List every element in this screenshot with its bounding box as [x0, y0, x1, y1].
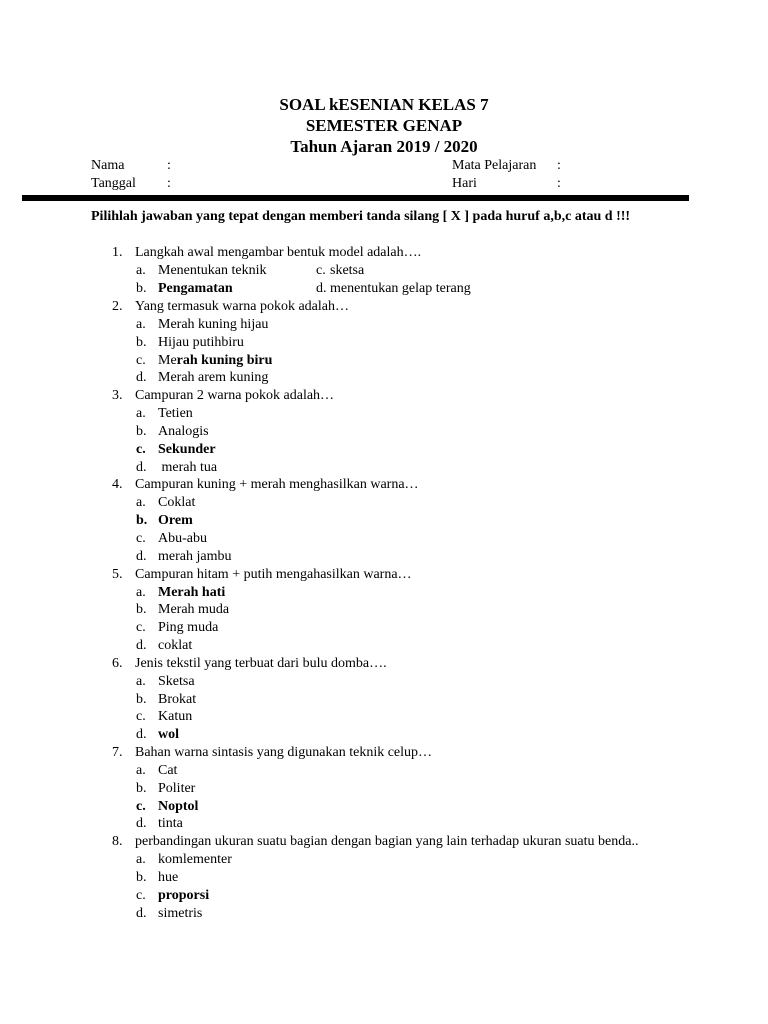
option-letter: b. — [136, 602, 147, 618]
nama-colon: : — [167, 158, 171, 173]
question-text: Bahan warna sintasis yang digunakan teknik celup… — [135, 744, 433, 760]
question-8 — [0, 833, 768, 851]
option-d — [0, 459, 768, 477]
question-2 — [0, 298, 768, 316]
option-text — [158, 352, 272, 370]
option-letter: a. — [136, 584, 146, 600]
option-text: hue — [158, 869, 179, 885]
title-line-2: SEMESTER GENAP — [305, 116, 463, 135]
option-a — [0, 494, 768, 512]
option-text: Politer — [158, 780, 196, 796]
option-text: Orem — [158, 513, 193, 529]
option-letter: a. — [136, 495, 146, 511]
option-letter: d. — [136, 816, 147, 832]
hari-colon: : — [557, 176, 561, 191]
option-b — [0, 869, 768, 887]
option-letter: c. — [136, 709, 146, 725]
option-a — [0, 762, 768, 780]
option-a — [0, 584, 768, 602]
option-text: Tetien — [158, 406, 193, 422]
option-letter: c. — [136, 798, 146, 814]
option-a — [0, 316, 768, 334]
option-letter: c. — [136, 530, 146, 546]
question-text: Campuran kuning + merah menghasilkan warna… — [135, 477, 419, 493]
option-text: Pengamatan — [158, 281, 233, 296]
option-text: merah tua — [158, 459, 218, 475]
option-letter: a. — [136, 406, 146, 422]
option-c — [0, 708, 768, 726]
question-number: 3. — [112, 388, 123, 404]
option-letter: b. — [136, 691, 147, 707]
option-b — [0, 512, 768, 530]
option-letter: c. — [136, 352, 146, 368]
option-row — [0, 262, 768, 280]
option-text: Analogis — [158, 423, 209, 439]
option-text: Cat — [158, 762, 178, 778]
option-text: Menentukan teknik — [158, 263, 267, 278]
instruction-text: Pilihlah jawaban yang tepat dengan memberi tanda silang [ X ] pada huruf a,b,c atau d !!! — [91, 209, 631, 224]
option-text: Abu-abu — [158, 530, 207, 546]
question-3 — [0, 387, 768, 405]
option-letter: c. — [136, 887, 146, 903]
question-number: 8. — [112, 834, 123, 850]
option-b — [0, 601, 768, 619]
option-text: Sekunder — [158, 441, 216, 457]
option-c — [0, 530, 768, 548]
option-letter: a. — [136, 673, 146, 689]
option-d — [0, 726, 768, 744]
question-number: 1. — [112, 245, 123, 260]
option-letter: a. — [136, 852, 146, 868]
nama-label: Nama — [91, 158, 125, 173]
option-text: tinta — [158, 816, 183, 832]
option-text-plain: Me — [158, 352, 177, 368]
option-text: Hijau putihbiru — [158, 334, 244, 350]
question-list — [0, 244, 768, 922]
question-number: 5. — [112, 566, 123, 582]
option-text: Noptol — [158, 798, 199, 814]
option-letter: b. — [136, 869, 147, 885]
option-letter: d. — [316, 281, 327, 296]
option-letter: c. — [316, 263, 326, 278]
option-text-bold: rah kuning biru — [176, 352, 273, 368]
option-letter: b. — [136, 423, 147, 439]
option-letter: b. — [136, 281, 147, 296]
question-text: Yang termasuk warna pokok adalah… — [135, 299, 349, 314]
option-letter: c. — [136, 620, 146, 636]
header-divider — [22, 195, 689, 201]
option-letter: c. — [136, 441, 146, 457]
option-a — [0, 851, 768, 869]
option-letter: d. — [136, 637, 147, 653]
option-c — [0, 352, 768, 370]
option-letter: b. — [136, 780, 147, 796]
option-text: menentukan gelap terang — [330, 281, 471, 296]
option-b — [0, 423, 768, 441]
question-number: 2. — [112, 299, 123, 314]
option-text: komlementer — [158, 852, 232, 868]
option-letter: d. — [136, 548, 147, 564]
option-letter: d. — [136, 727, 147, 743]
option-c — [0, 441, 768, 459]
option-d — [0, 548, 768, 566]
option-text: merah jambu — [158, 548, 232, 564]
option-c — [0, 619, 768, 637]
tanggal-colon: : — [167, 176, 171, 191]
option-text: coklat — [158, 637, 193, 653]
option-letter: d. — [136, 370, 147, 386]
option-text: Merah muda — [158, 602, 230, 618]
option-d — [0, 905, 768, 923]
question-number: 7. — [112, 744, 123, 760]
option-d — [0, 815, 768, 833]
option-letter: b. — [136, 513, 148, 529]
option-text: simetris — [158, 905, 203, 921]
option-letter: a. — [136, 317, 146, 332]
option-c — [0, 262, 768, 280]
option-d — [0, 637, 768, 655]
tanggal-label: Tanggal — [91, 176, 136, 191]
option-c — [0, 887, 768, 905]
option-text: Sketsa — [158, 673, 195, 689]
option-row — [0, 280, 768, 298]
option-letter: d. — [136, 459, 147, 475]
option-text: Coklat — [158, 495, 196, 511]
mata-pelajaran-label: Mata Pelajaran — [452, 158, 537, 173]
question-number: 6. — [112, 655, 123, 671]
question-text: Campuran 2 warna pokok adalah… — [135, 388, 335, 404]
option-text: sketsa — [330, 263, 365, 278]
option-a — [0, 405, 768, 423]
mata-pelajaran-colon: : — [557, 158, 561, 173]
option-text: wol — [158, 727, 179, 743]
option-text: Merah kuning hijau — [158, 317, 269, 332]
hari-label: Hari — [452, 176, 477, 191]
option-letter: d. — [136, 905, 147, 921]
question-6 — [0, 655, 768, 673]
option-text: Merah arem kuning — [158, 370, 269, 386]
option-letter: b. — [136, 334, 147, 350]
question-text: perbandingan ukuran suatu bagian dengan bagian yang lain terhadap ukuran suatu benda.. — [135, 834, 639, 850]
question-number: 4. — [112, 477, 123, 493]
option-a — [0, 673, 768, 691]
question-text: Campuran hitam + putih mengahasilkan warna… — [135, 566, 412, 582]
question-5 — [0, 566, 768, 584]
question-7 — [0, 744, 768, 762]
option-text: Brokat — [158, 691, 197, 707]
option-text: Katun — [158, 709, 193, 725]
option-b — [0, 780, 768, 798]
option-b — [0, 334, 768, 352]
option-letter: a. — [136, 263, 146, 278]
question-text: Jenis tekstil yang terbuat dari bulu domba…. — [135, 655, 387, 671]
question-text: Langkah awal mengambar bentuk model adalah…. — [135, 245, 422, 260]
option-c — [0, 798, 768, 816]
title-line-1: SOAL kESENIAN KELAS 7 — [279, 95, 489, 114]
option-d — [0, 369, 768, 387]
option-text: Ping muda — [158, 620, 219, 636]
question-1 — [0, 244, 768, 262]
option-b — [0, 691, 768, 709]
option-letter: a. — [136, 762, 146, 778]
option-d — [0, 280, 768, 298]
option-text: Merah hati — [158, 584, 226, 600]
title-line-3: Tahun Ajaran 2019 / 2020 — [290, 137, 478, 156]
option-text: proporsi — [158, 887, 210, 903]
question-4 — [0, 476, 768, 494]
